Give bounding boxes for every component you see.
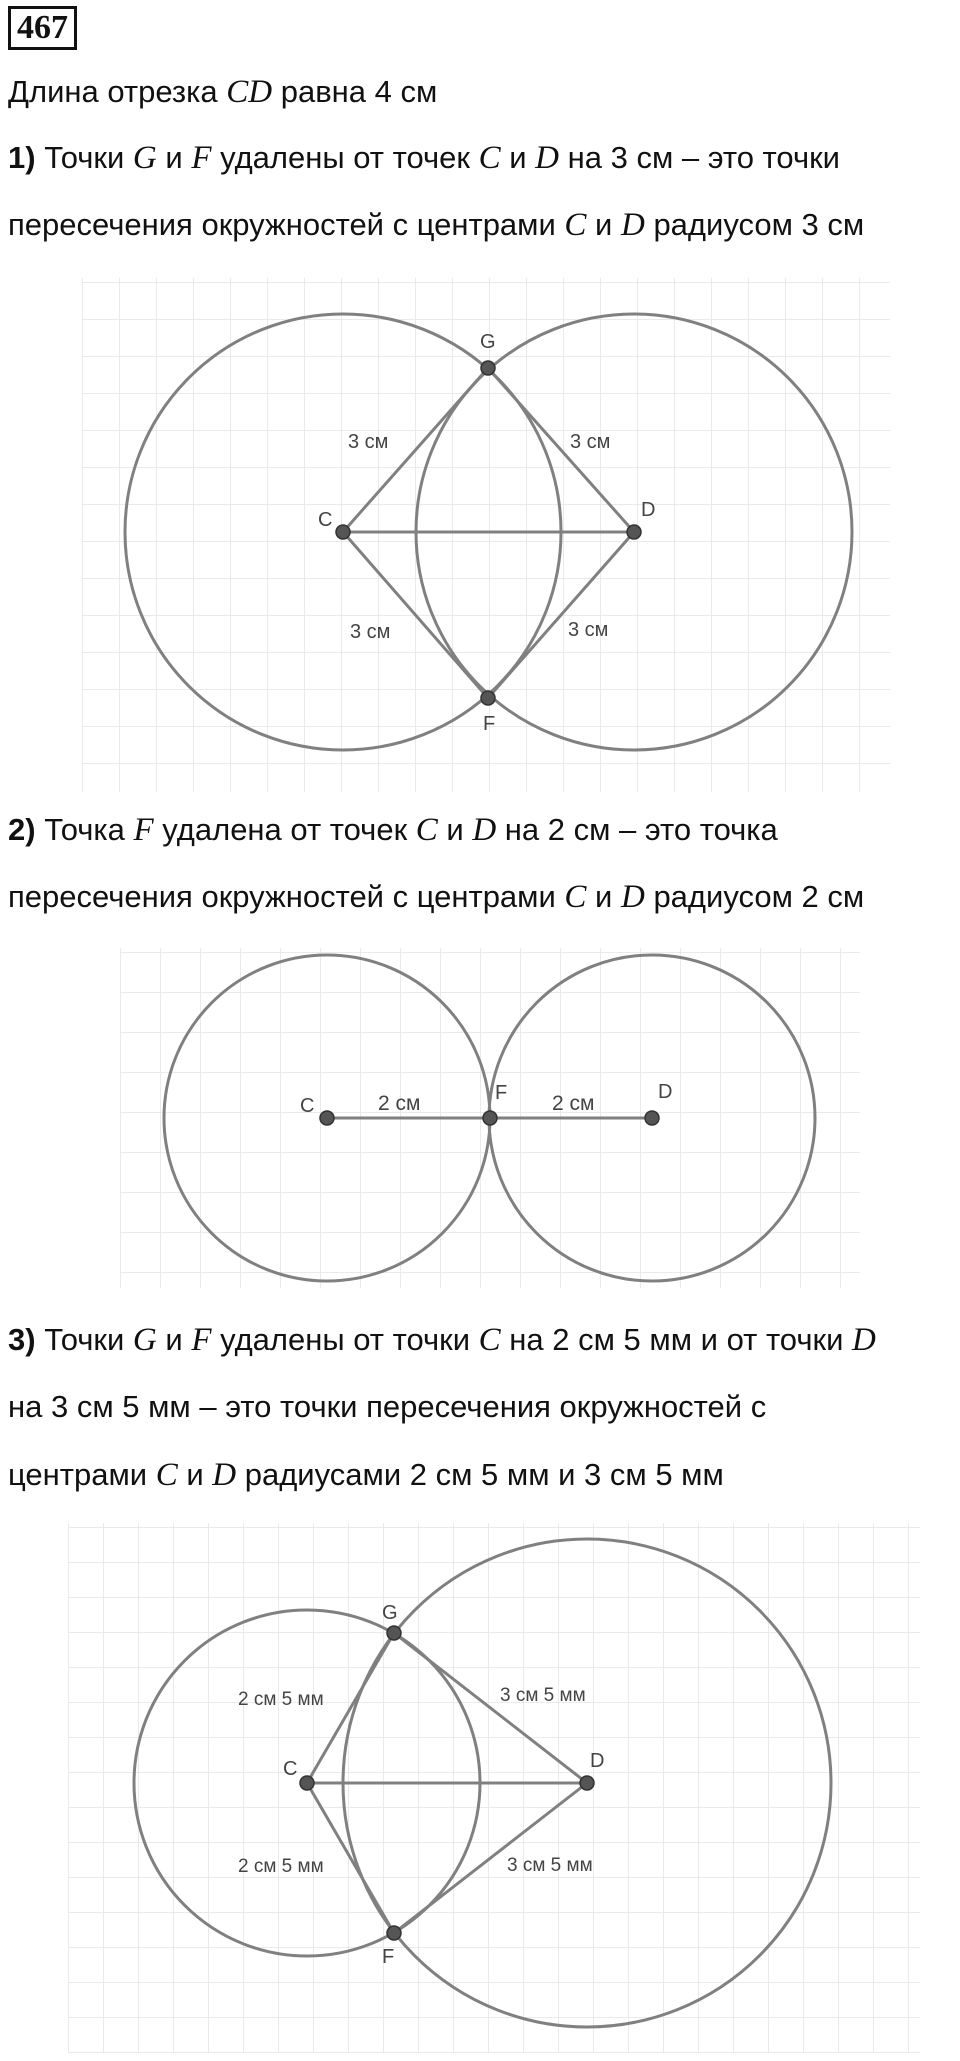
point-f [481,691,495,705]
point-d [627,525,641,539]
length-cf: 2 см [378,1092,421,1115]
point-c [320,1111,334,1125]
point-f [483,1111,497,1125]
point-d [645,1111,659,1125]
length-cg: 3 см [348,431,389,453]
length-fd: 2 см [552,1092,595,1115]
intro-line: Длина отрезка CD равна 4 см [8,74,438,110]
part3-line3: центрами C и D радиусами 2 см 5 мм и 3 см 5 мм [8,1457,724,1493]
figure-2 [0,940,960,1300]
grid-background [68,1523,920,2053]
point-f [387,1926,401,1940]
part3-line2: на 3 см 5 мм – это точки пересечения окружностей с [8,1389,767,1424]
label-d: D [658,1081,673,1103]
length-cf: 2 см 5 мм [238,1856,324,1877]
label-d: D [590,1750,605,1772]
label-g: G [480,331,496,353]
part2-line2: пересечения окружностей с центрами C и D радиусом 2 см [8,879,865,915]
label-f: F [382,1946,395,1968]
point-g [481,361,495,375]
point-d [580,1776,594,1790]
label-d: D [641,499,656,521]
label-f: F [483,713,496,735]
label-g: G [382,1602,398,1624]
point-g [387,1626,401,1640]
length-gd: 3 см [570,431,611,453]
label-c: C [300,1095,315,1117]
figure-1 [0,270,960,800]
problem-number: 467 [8,6,77,50]
label-c: C [318,509,333,531]
part1-line1: 1) Точки G и F удалены от точек C и D на 3 см – это точки [8,140,840,176]
part2-line1: 2) Точка F удалена от точек C и D на 2 см – это точка [8,812,778,848]
length-cg: 2 см 5 мм [238,1689,324,1710]
part3-line1: 3) Точки G и F удалены от точки C на 2 см 5 мм и от точки D [8,1322,876,1358]
length-fd: 3 см 5 мм [507,1855,593,1876]
length-fd: 3 см [568,619,609,641]
label-c: C [283,1758,298,1780]
part1-line2: пересечения окружностей с центрами C и D радиусом 3 см [8,207,865,243]
point-c [336,525,350,539]
point-c [300,1776,314,1790]
figure-3 [0,1515,960,2061]
length-cf: 3 см [350,621,391,643]
length-gd: 3 см 5 мм [500,1685,586,1706]
label-f: F [495,1082,508,1104]
